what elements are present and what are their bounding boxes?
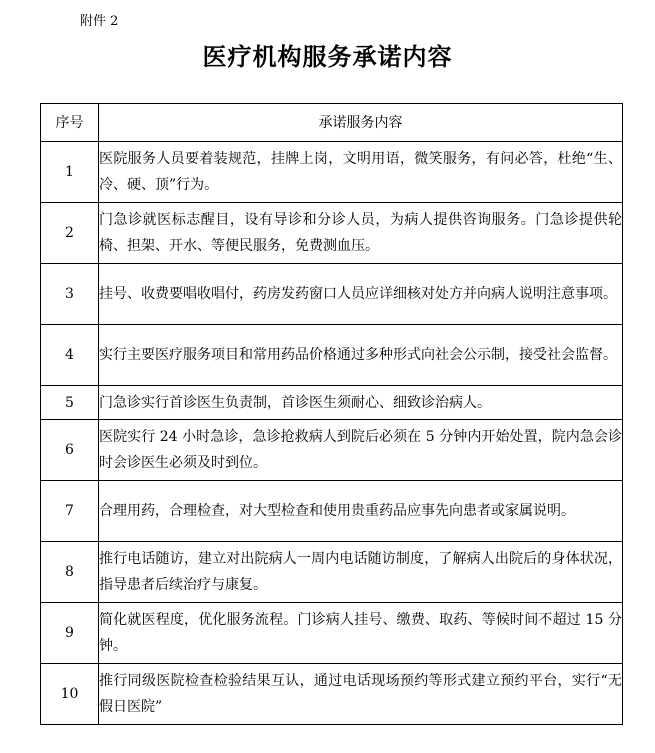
row-content: 门急诊就医标志醒目，设有导诊和分诊人员，为病人提供咨询服务。门急诊提供轮椅、担架、开水、等便民服务，免费测血压。 bbox=[99, 203, 623, 264]
table-row bbox=[41, 664, 623, 725]
table-row bbox=[41, 142, 623, 203]
row-number: 10 bbox=[41, 664, 99, 725]
row-number: 3 bbox=[41, 264, 99, 325]
page-title: 医疗机构服务承诺内容 bbox=[202, 42, 453, 71]
row-number: 4 bbox=[41, 325, 99, 386]
table-row bbox=[41, 203, 623, 264]
row-content: 推行电话随访，建立对出院病人一周内电话随访制度，了解病人出院后的身体状况，指导患者后续治疗与康复。 bbox=[99, 542, 623, 603]
row-number: 8 bbox=[41, 542, 99, 603]
table-row bbox=[41, 325, 623, 386]
table-row bbox=[41, 481, 623, 542]
header-number: 序号 bbox=[41, 104, 99, 142]
table-row bbox=[41, 420, 623, 481]
row-content: 合理用药，合理检查，对大型检查和使用贵重药品应事先向患者或家属说明。 bbox=[99, 481, 623, 542]
attachment-label: 附件 2 bbox=[80, 14, 119, 29]
header-content: 承诺服务内容 bbox=[99, 104, 623, 142]
table-header-row bbox=[41, 104, 623, 142]
row-content: 门急诊实行首诊医生负责制，首诊医生须耐心、细致诊治病人。 bbox=[99, 386, 623, 420]
row-number: 6 bbox=[41, 420, 99, 481]
row-content: 简化就医程度，优化服务流程。门诊病人挂号、缴费、取药、等候时间不超过 15 分钟。 bbox=[99, 603, 623, 664]
row-content: 医院实行 24 小时急诊，急诊抢救病人到院后必须在 5 分钟内开始处置，院内急会诊时会诊医生必须及时到位。 bbox=[99, 420, 623, 481]
row-content: 实行主要医疗服务项目和常用药品价格通过多种形式向社会公示制，接受社会监督。 bbox=[99, 325, 623, 386]
row-content: 挂号、收费要唱收唱付，药房发药窗口人员应详细核对处方并向病人说明注意事项。 bbox=[99, 264, 623, 325]
row-number: 1 bbox=[41, 142, 99, 203]
table-row bbox=[41, 603, 623, 664]
row-content: 医院服务人员要着装规范，挂牌上岗，文明用语，微笑服务，有问必答，杜绝“生、冷、硬、顶”行为。 bbox=[99, 142, 623, 203]
commitment-table bbox=[40, 103, 623, 725]
table-row bbox=[41, 386, 623, 420]
table-row bbox=[41, 264, 623, 325]
row-number: 5 bbox=[41, 386, 99, 420]
row-number: 9 bbox=[41, 603, 99, 664]
row-number: 2 bbox=[41, 203, 99, 264]
row-content: 推行同级医院检查检验结果互认，通过电话现场预约等形式建立预约平台，实行“无假日医院” bbox=[99, 664, 623, 725]
table-row bbox=[41, 542, 623, 603]
row-number: 7 bbox=[41, 481, 99, 542]
